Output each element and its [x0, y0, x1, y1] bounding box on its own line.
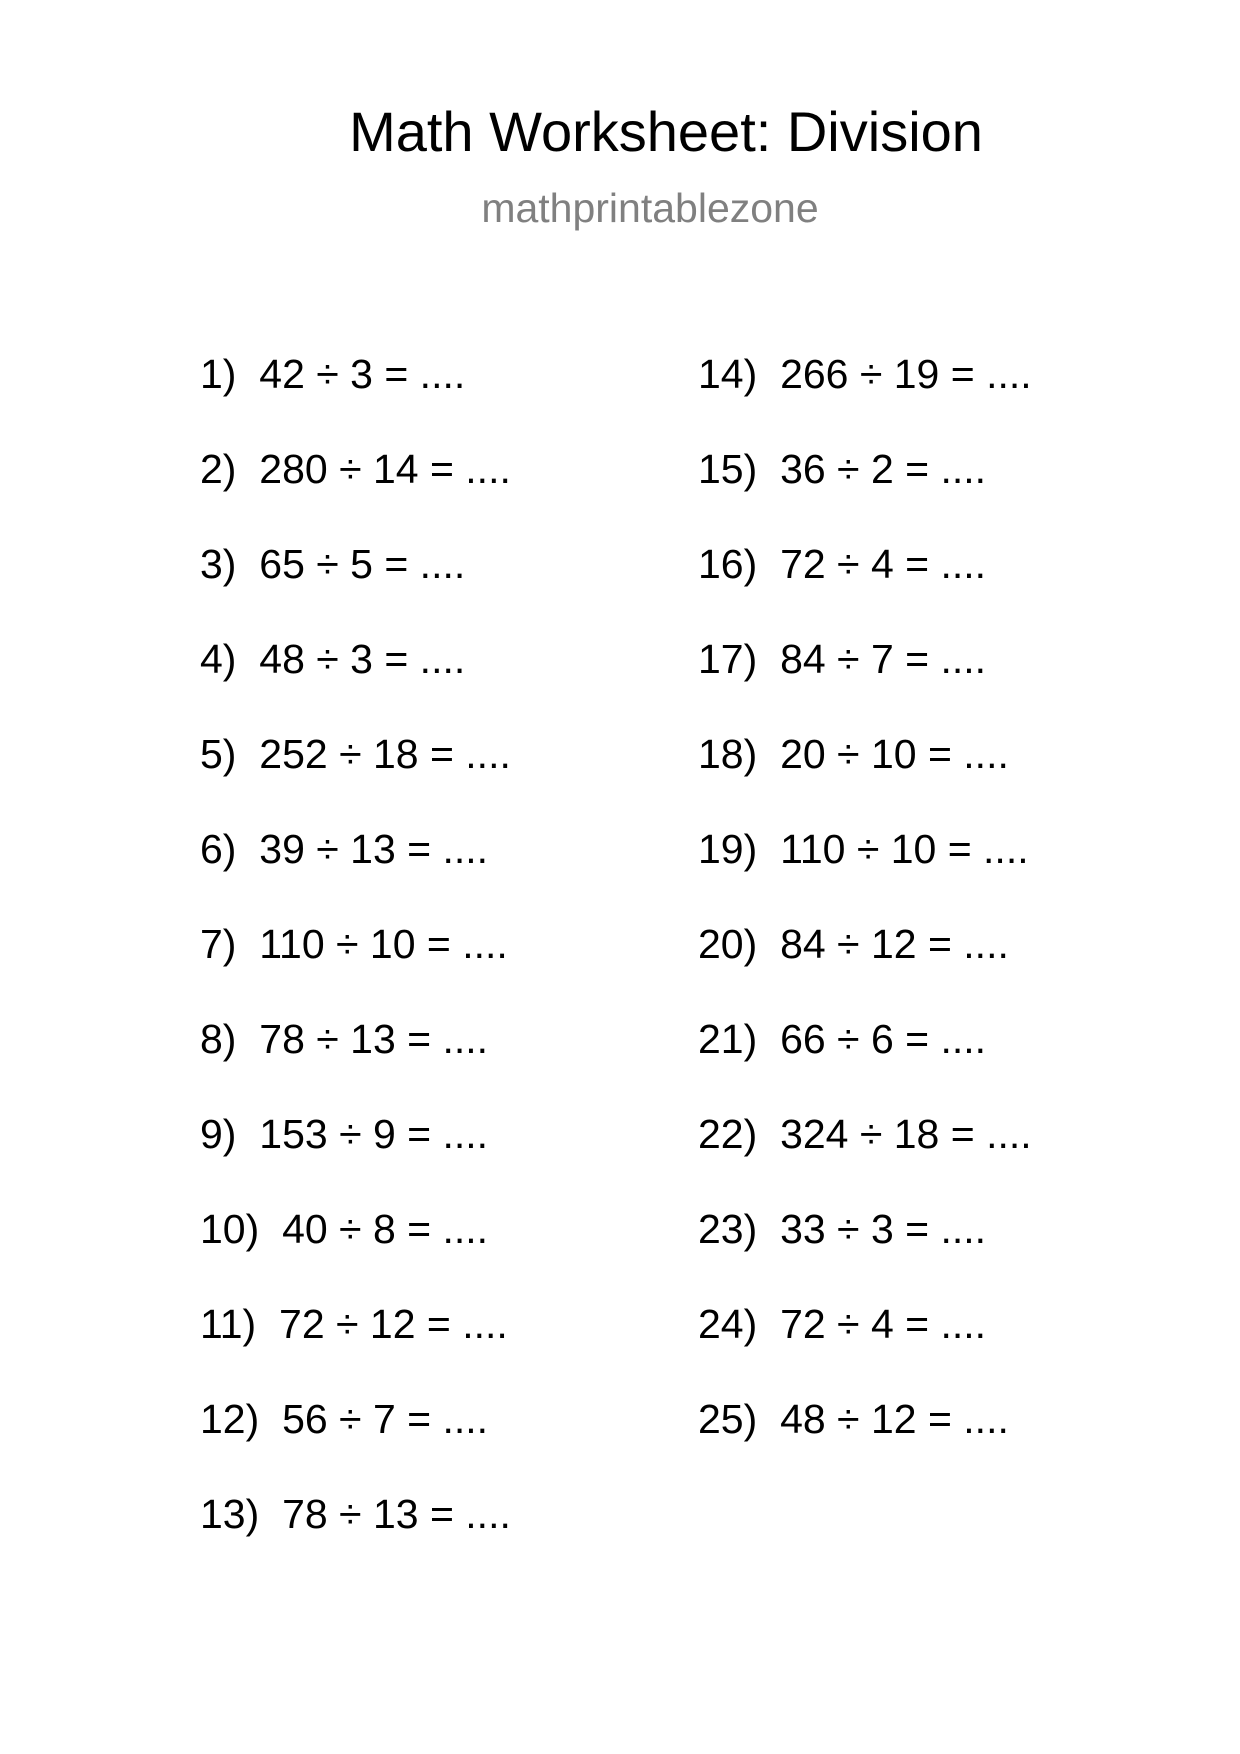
problem-expression: 110 ÷ 10 = ....: [780, 826, 1029, 872]
problem-number: 4): [200, 636, 237, 682]
problem-number: 8): [200, 1016, 237, 1062]
problem-item: [200, 1015, 511, 1110]
problem-item: [698, 540, 1032, 635]
problem-item: [200, 1205, 511, 1300]
problem-number: 10): [200, 1206, 260, 1252]
problem-number: 22): [698, 1111, 758, 1157]
problem-expression: 153 ÷ 9 = ....: [259, 1111, 489, 1157]
problem-expression: 72 ÷ 4 = ....: [780, 541, 987, 587]
problem-number: 25): [698, 1396, 758, 1442]
problem-expression: 20 ÷ 10 = ....: [780, 731, 1009, 777]
problem-expression: 72 ÷ 12 = ....: [279, 1301, 508, 1347]
problem-number: 15): [698, 446, 758, 492]
problem-expression: 56 ÷ 7 = ....: [282, 1396, 489, 1442]
problem-expression: 78 ÷ 13 = ....: [282, 1491, 511, 1537]
problems-column-right: [698, 350, 1032, 1490]
problem-item: [698, 1015, 1032, 1110]
problem-expression: 36 ÷ 2 = ....: [780, 446, 987, 492]
problem-item: [200, 635, 511, 730]
problem-expression: 84 ÷ 12 = ....: [780, 921, 1009, 967]
problem-number: 17): [698, 636, 758, 682]
problem-expression: 72 ÷ 4 = ....: [780, 1301, 987, 1347]
problem-item: [200, 1490, 511, 1585]
problem-number: 6): [200, 826, 237, 872]
problems-column-left: [200, 350, 511, 1585]
page-title: Math Worksheet: Division: [349, 100, 983, 163]
problem-number: 13): [200, 1491, 260, 1537]
problem-item: [200, 1395, 511, 1490]
problem-item: [698, 1395, 1032, 1490]
page-subtitle: mathprintablezone: [481, 185, 819, 231]
problem-item: [698, 350, 1032, 445]
problem-item: [698, 635, 1032, 730]
problem-number: 20): [698, 921, 758, 967]
problem-expression: 84 ÷ 7 = ....: [780, 636, 987, 682]
problem-expression: 78 ÷ 13 = ....: [259, 1016, 489, 1062]
problem-item: [200, 1110, 511, 1205]
problem-expression: 252 ÷ 18 = ....: [259, 731, 511, 777]
problem-item: [698, 1300, 1032, 1395]
problem-number: 21): [698, 1016, 758, 1062]
problem-number: 1): [200, 351, 237, 397]
problem-item: [200, 540, 511, 635]
problem-number: 9): [200, 1111, 237, 1157]
problem-item: [200, 825, 511, 920]
problem-number: 14): [698, 351, 758, 397]
problem-item: [698, 1110, 1032, 1205]
problem-expression: 33 ÷ 3 = ....: [780, 1206, 987, 1252]
problem-item: [698, 825, 1032, 920]
problem-item: [200, 350, 511, 445]
problem-item: [698, 730, 1032, 825]
problem-item: [200, 920, 511, 1015]
problem-number: 2): [200, 446, 237, 492]
problem-expression: 48 ÷ 12 = ....: [780, 1396, 1009, 1442]
problem-expression: 110 ÷ 10 = ....: [259, 921, 508, 967]
problem-expression: 42 ÷ 3 = ....: [259, 351, 466, 397]
problem-number: 23): [698, 1206, 758, 1252]
problem-item: [200, 730, 511, 825]
problem-number: 5): [200, 731, 237, 777]
problem-item: [200, 445, 511, 540]
problem-item: [698, 445, 1032, 540]
problem-number: 19): [698, 826, 758, 872]
problem-expression: 66 ÷ 6 = ....: [780, 1016, 987, 1062]
problem-item: [698, 920, 1032, 1015]
problem-number: 16): [698, 541, 758, 587]
problem-number: 24): [698, 1301, 758, 1347]
problem-item: [698, 1205, 1032, 1300]
problem-expression: 48 ÷ 3 = ....: [259, 636, 466, 682]
problem-expression: 324 ÷ 18 = ....: [780, 1111, 1032, 1157]
problem-expression: 40 ÷ 8 = ....: [282, 1206, 489, 1252]
problem-expression: 39 ÷ 13 = ....: [259, 826, 489, 872]
problem-number: 3): [200, 541, 237, 587]
problem-expression: 65 ÷ 5 = ....: [259, 541, 466, 587]
problem-number: 7): [200, 921, 237, 967]
problem-number: 12): [200, 1396, 260, 1442]
problem-number: 18): [698, 731, 758, 777]
problem-item: [200, 1300, 511, 1395]
problem-expression: 266 ÷ 19 = ....: [780, 351, 1032, 397]
problem-number: 11): [200, 1301, 257, 1347]
problem-expression: 280 ÷ 14 = ....: [259, 446, 511, 492]
